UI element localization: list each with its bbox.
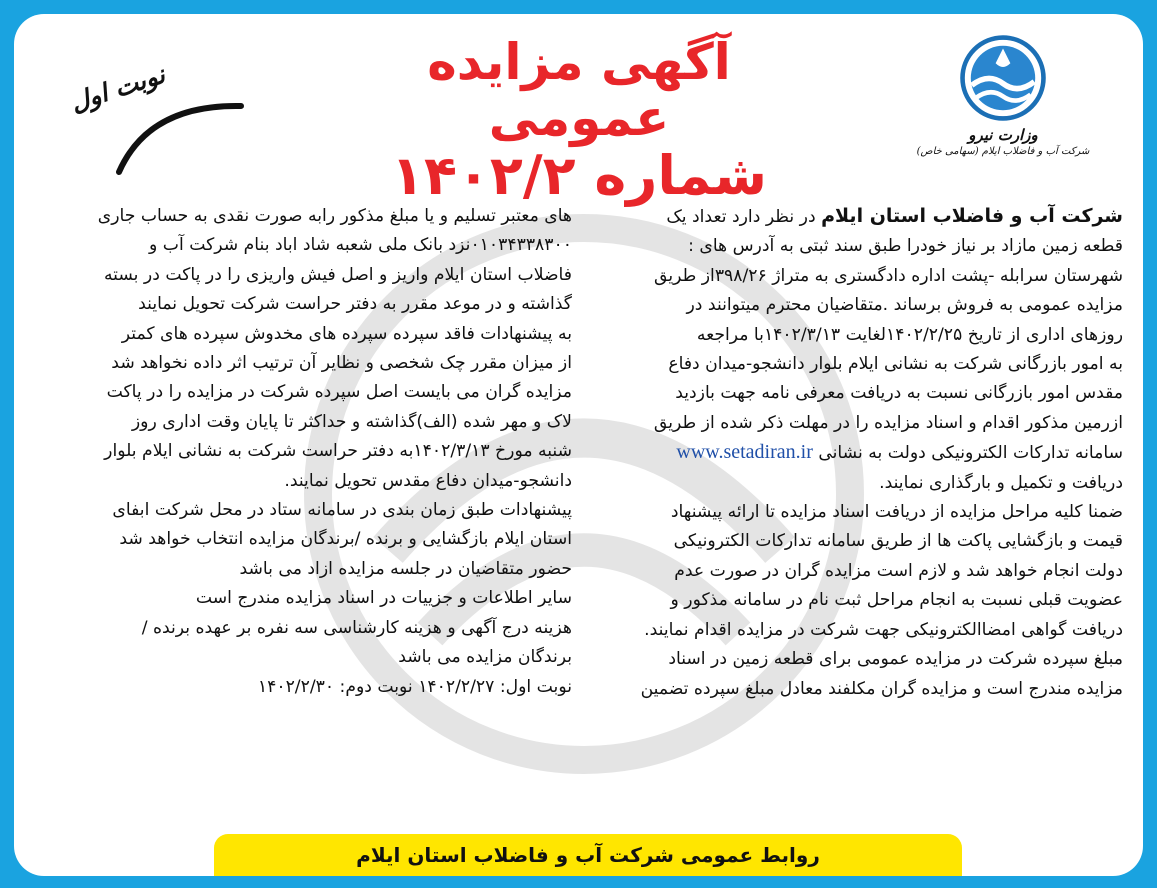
text-line: مقدس امور بازرگانی نسبت به دریافت معرفی نامه جهت بازدید — [675, 383, 1123, 404]
text-line: سامانه تدارکات الکترونیکی دولت به نشانی www.setadiran.ir — [676, 441, 1123, 464]
text-line: روزهای اداری از تاریخ ۱۴۰۲/۲/۲۵لغایت ۱۴۰۲/۳/۱۳با مراجعه — [696, 324, 1123, 345]
text-line: به امور بازرگانی شرکت به نشانی ایلام بلوار دانشجو-میدان دفاع — [668, 354, 1123, 375]
company-logo — [913, 32, 1093, 157]
text-line: مزایده مندرج است و مزایده گران مکلفند معادل مبلغ سپرده تضمین — [640, 678, 1123, 699]
text-line: مبلغ سپرده شرکت در مزایده عمومی برای قطعه زمین در اسناد — [668, 649, 1123, 670]
water-drop-icon — [957, 32, 1049, 124]
text-line: گذاشته و در موعد مقرر به دفتر حراست شرکت تحویل نمایند — [138, 294, 572, 315]
text-line: دریافت و تکمیل و بارگذاری نمایند. — [879, 472, 1123, 493]
publication-dates: نوبت اول: ۱۴۰۲/۲/۲۷ نوبت دوم: ۱۴۰۲/۲/۳۰ — [257, 676, 572, 697]
text-line: لاک و مهر شده (الف)گذاشته و حداکثر تا پایان وقت اداری روز — [131, 411, 572, 432]
company-subtitle: شرکت آب و فاضلاب ایلام (سهامی خاص) — [916, 146, 1090, 157]
text-line: مزایده عمومی به فروش برساند .متقاضیان محترم میتوانند در — [686, 295, 1123, 316]
notice-paragraph-2 — [44, 202, 572, 702]
text-line: ضمنا کلیه مراحل مزایده از دریافت اسناد مزایده تا ارائه پیشنهاد — [670, 502, 1123, 523]
right-text-column — [598, 202, 1123, 704]
text-line: شنبه مورخ ۱۴۰۲/۳/۱۳به دفتر حراست شرکت به نشانی ایلام بلوار — [104, 441, 572, 462]
text-line: حضور متقاضیان در جلسه مزایده ازاد می باشد — [239, 558, 572, 579]
text-line: ازرمین مذکور اقدام و اسناد مزایده را در مهلت ذکر شده از طریق — [653, 412, 1123, 433]
text-line: سایر اطلاعات و جزییات در اسناد مزایده مندرج است — [195, 588, 572, 609]
text-line: شهرستان سرابله -پشت اداره دادگستری به متراژ ۳۹۸/۲۶از طریق — [653, 265, 1123, 286]
text-line: دریافت گواهی امضاالکترونیکی جهت شرکت در مزایده اقدام نمایند. — [644, 619, 1123, 640]
text-line: قیمت و بازگشایی پاکت ها از طریق سامانه تدارکات الکترونیکی — [673, 531, 1123, 552]
footer-banner: روابط عمومی شرکت آب و فاضلاب استان ایلام — [214, 834, 962, 876]
notice-number: شماره ۱۴۰۲/۲ — [391, 144, 767, 207]
round-label: نوبت اول — [66, 59, 169, 118]
brush-stroke-icon — [109, 84, 249, 179]
text-line: قطعه زمین مازاد بر نیاز خودرا طبق سند ثبتی به آدرس های : — [688, 236, 1123, 257]
text-line: دولت انجام خواهد شد و لازم است مزایده گران در صورت عدم — [674, 560, 1123, 581]
text-line: به پیشنهادات فاقد سپرده سپرده های مخدوش سپرده های کمتر — [121, 323, 572, 344]
website-link[interactable]: www.setadiran.ir — [676, 441, 813, 464]
ministry-name: وزارت نیرو — [968, 126, 1038, 144]
notice-card — [14, 14, 1143, 876]
text-line: عضویت قبلی نسبت به انجام مراحل ثبت نام در سامانه مذکور و — [670, 590, 1123, 611]
text-line: مزایده گران می بایست اصل سپرده شرکت در مزایده را در پاکت — [106, 382, 572, 403]
text-line: برندگان مزایده می باشد — [398, 647, 572, 668]
text-line: دانشجو-میدان دفاع مقدس تحویل نمایند. — [284, 470, 572, 491]
lead-company-name: شرکت آب و فاضلاب استان ایلام — [821, 205, 1123, 227]
headline — [354, 34, 804, 206]
text-line: هزینه درج آگهی و هزینه کارشناسی سه نفره بر عهده برنده / — [141, 617, 572, 638]
text-line: از میزان مقرر چک شخصی و نظایر آن ترتیب اثر داده نخواهد شد — [111, 353, 572, 374]
text-line: شرکت آب و فاضلاب استان ایلام در نظر دارد تعداد یک — [666, 205, 1123, 227]
text-line: استان ایلام بازگشایی و برنده /برندگان مزایده انتخاب خواهد شد — [119, 529, 572, 550]
text-line: فاضلاب استان ایلام واریز و اصل فیش واریزی را در پاکت در بسته — [103, 264, 572, 285]
text-line: های معتبر تسلیم و یا مبلغ مذکور رابه صورت نقدی به حساب جاری — [97, 206, 572, 226]
text-line: ۰۱۰۳۴۳۳۸۳۰۰نزد بانک ملی شعبه شاد اباد بنام شرکت آب و — [149, 235, 572, 256]
text-line: پیشنهادات طبق زمان بندی در سامانه ستاد در محل شرکت ابفای — [112, 500, 572, 521]
page-title: آگهی مزایده عمومی — [427, 33, 731, 147]
notice-paragraph-1 — [598, 202, 1123, 704]
left-text-column — [44, 202, 572, 702]
